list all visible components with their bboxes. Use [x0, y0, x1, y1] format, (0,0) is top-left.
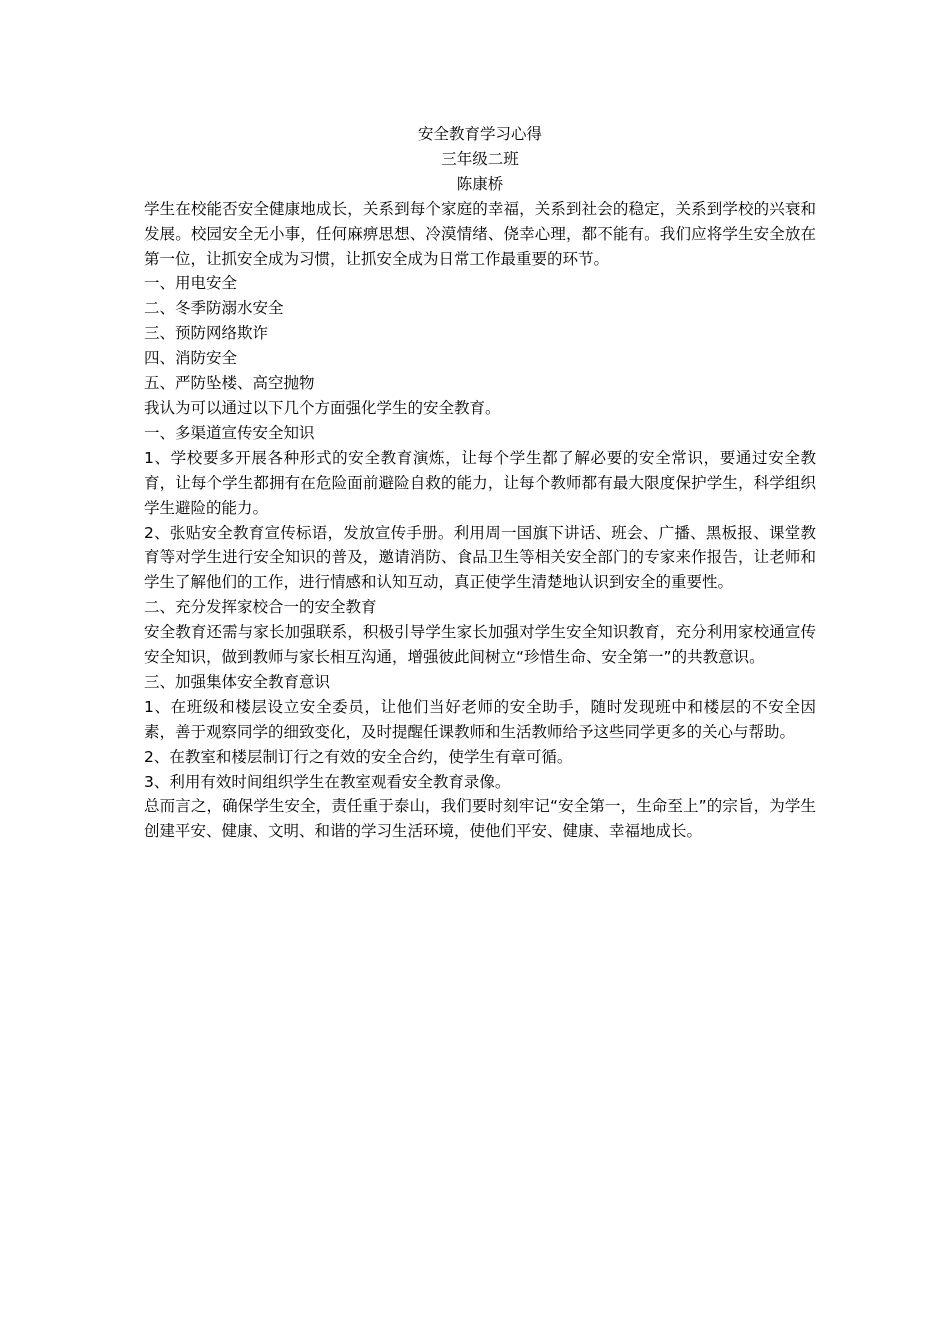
- author-name: 陈康桥: [456, 174, 504, 193]
- section-paragraph: 2、张贴安全教育宣传标语，发放宣传手册。利用周一国旗下讲话、班会、广播、黑板报、课堂教育等对学生进行安全知识的普及，邀请消防、食品卫生等相关安全部门的专家来作报告，让老师和学生了解他们的工作，进行情感和认知互动，真正使学生清楚地认识到安全的重要性。: [144, 523, 816, 592]
- section-paragraph: 1、在班级和楼层设立安全委员，让他们当好老师的安全助手，随时发现班中和楼层的不安全因素，善于观察同学的细致变化，及时提醒任课教师和生活教师给予这些同学更多的关心与帮助。: [144, 697, 816, 741]
- section-paragraph: 安全教育还需与家长加强联系，积极引导学生家长加强对学生安全知识教育，充分利用家校通宣传安全知识，做到教师与家长相互沟通，增强彼此间树立“珍惜生命、安全第一”的共教意识。: [144, 623, 816, 667]
- section-heading: 一、多渠道宣传安全知识: [144, 423, 315, 442]
- section-paragraph: 2、在教室和楼层制订行之有效的安全合约，使学生有章可循。: [144, 747, 573, 766]
- section-paragraph: 3、利用有效时间组织学生在教室观看安全教育录像。: [144, 772, 511, 791]
- document-title: 安全教育学习心得: [417, 125, 542, 143]
- intro-paragraph: 学生在校能否安全健康地成长，关系到每个家庭的幸福，关系到社会的稳定，关系到学校的兴衰和发展。校园安全无小事，任何麻痹思想、冷漠情绪、侥幸心理，都不能有。我们应将学生安全放在第一位，让抓安全成为习惯，让抓安全成为日常工作最重要的环节。: [144, 199, 816, 268]
- topic-item: 三、预防网络欺诈: [144, 324, 269, 343]
- lead-sentence: 我认为可以通过以下几个方面强化学生的安全教育。: [144, 398, 501, 417]
- document-body: [144, 122, 816, 844]
- class-name: 三年级二班: [441, 149, 519, 168]
- conclusion-paragraph: 总而言之，确保学生安全，责任重于泰山，我们要时刻牢记“安全第一，生命至上”的宗旨，为学生创建平安、健康、文明、和谐的学习生活环境，使他们平安、健康、幸福地成长。: [144, 797, 816, 841]
- section-paragraph: 1、学校要多开展各种形式的安全教育演炼，让每个学生都了解必要的安全常识，要通过安全教育，让每个学生都拥有在危险面前避险自救的能力，让每个教师都有最大限度保护学生，科学组织学生避险的能力。: [144, 448, 816, 517]
- topic-item: 五、严防坠楼、高空抛物: [144, 374, 315, 393]
- topic-item: 四、消防安全: [144, 349, 238, 368]
- topic-item: 二、冬季防溺水安全: [144, 299, 284, 318]
- section-heading: 三、加强集体安全教育意识: [144, 672, 331, 691]
- section-heading: 二、充分发挥家校合一的安全教育: [144, 598, 377, 617]
- topic-item: 一、用电安全: [144, 274, 238, 293]
